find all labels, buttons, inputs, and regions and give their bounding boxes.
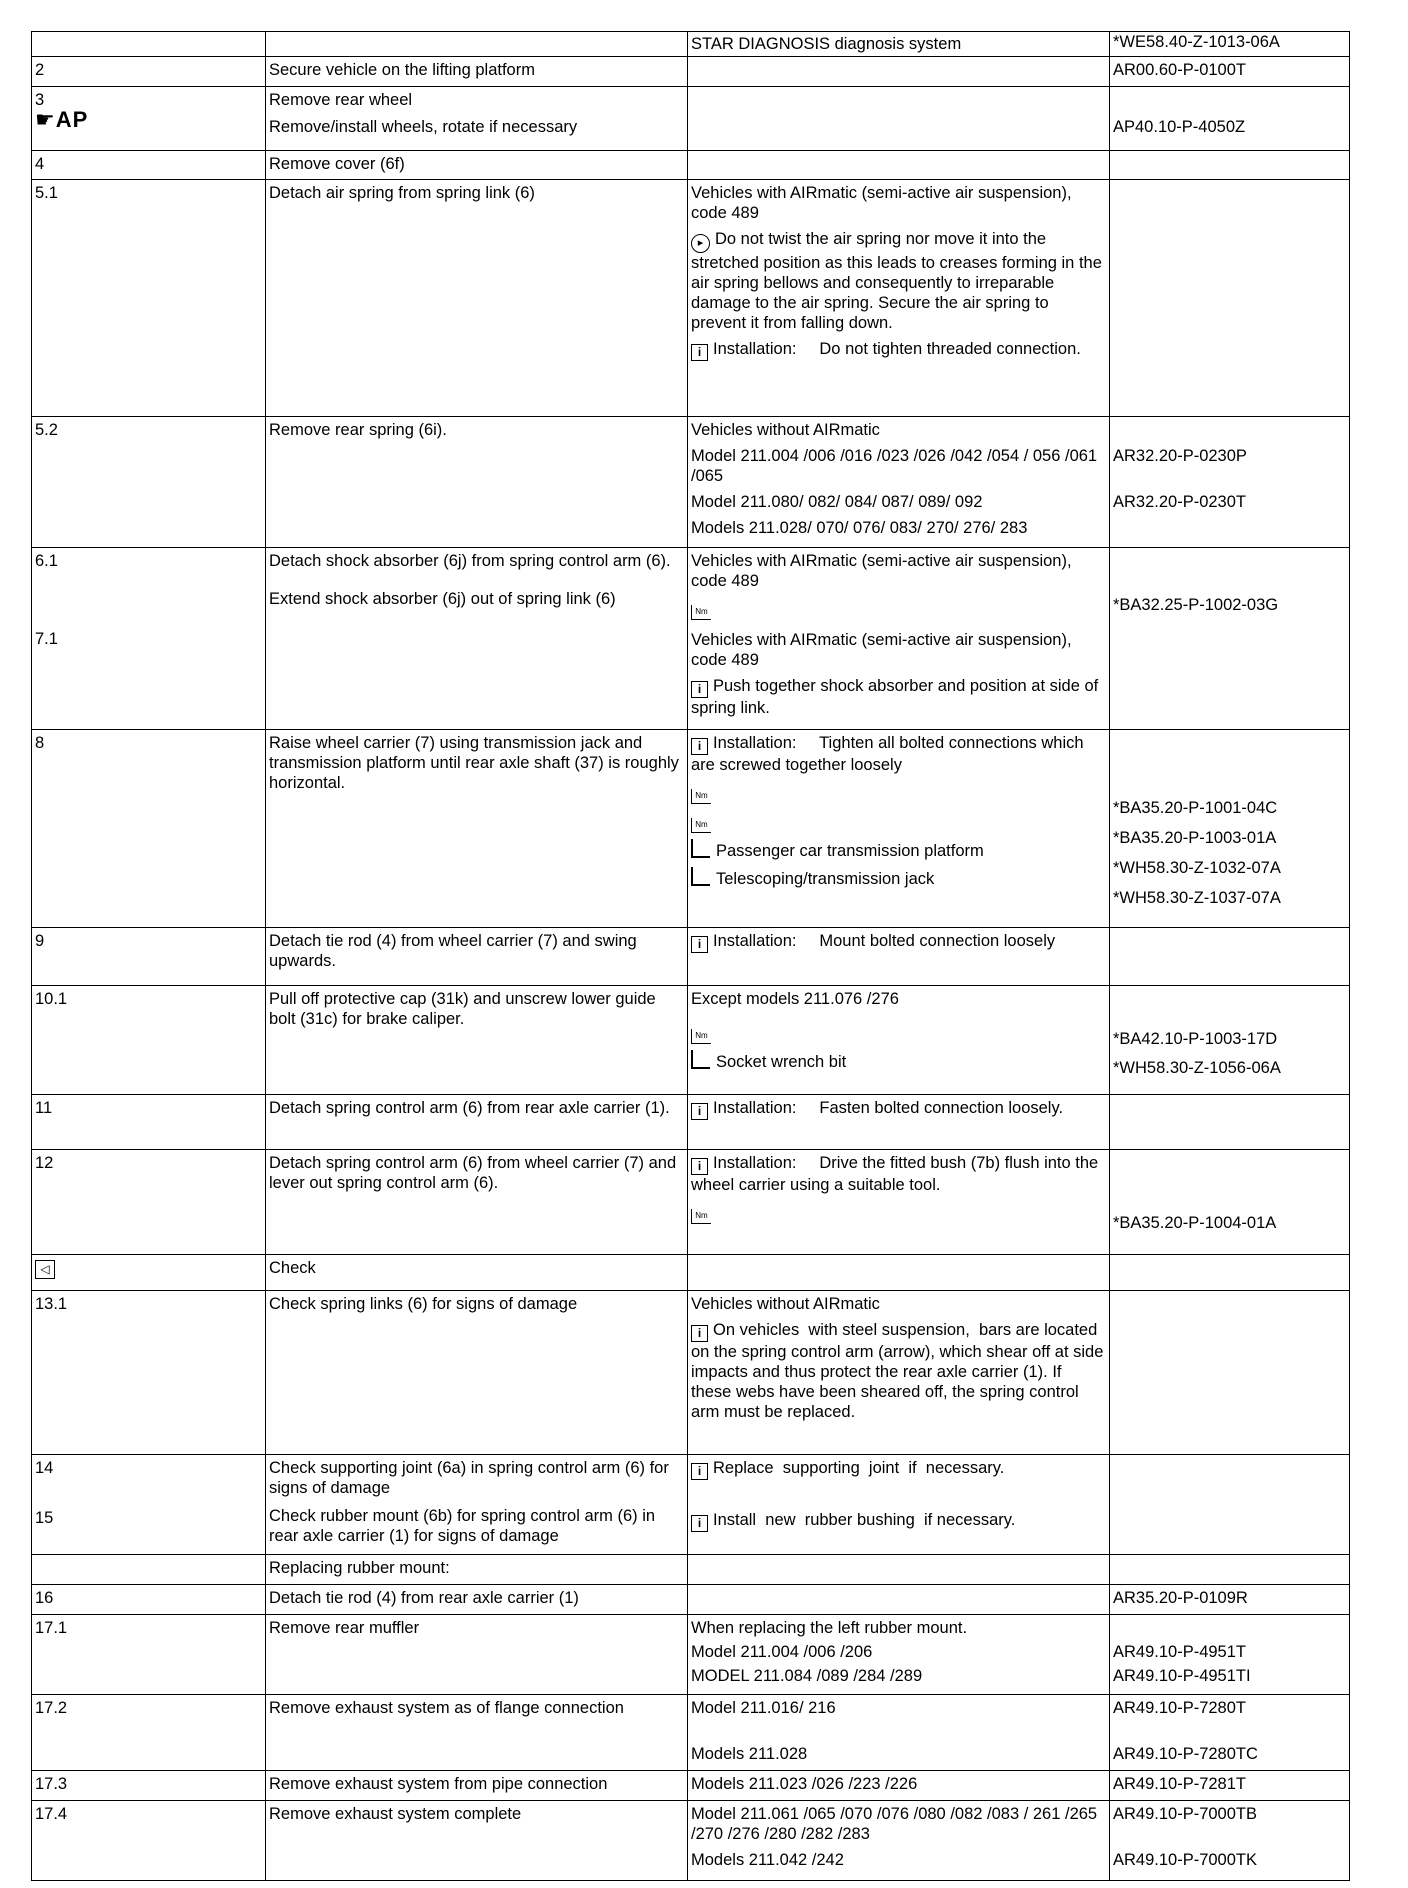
tool-note bbox=[691, 867, 1105, 889]
info-note bbox=[691, 676, 1105, 718]
info-icon: i bbox=[691, 1103, 708, 1120]
step-reference bbox=[1110, 1615, 1350, 1695]
step-number bbox=[32, 32, 266, 57]
step-reference bbox=[1110, 57, 1350, 87]
reference-link[interactable]: AR49.10-P-7000TK bbox=[1113, 1851, 1257, 1869]
step-action: Remove rear spring (6i). bbox=[266, 417, 688, 548]
table-row bbox=[32, 1801, 1350, 1881]
table-row bbox=[32, 1585, 1350, 1615]
note-text: Model 211.061 /065 /070 /076 /080 /082 /083 / 261 /265 /270 /276 /280 /282 /283 bbox=[691, 1805, 1098, 1843]
step-notes bbox=[688, 1150, 1110, 1255]
step-reference bbox=[1110, 1291, 1350, 1455]
step-number: 2 bbox=[32, 57, 266, 87]
info-icon: i bbox=[691, 936, 708, 953]
table-row bbox=[32, 1255, 1350, 1291]
step-number: 17.2 bbox=[32, 1695, 266, 1771]
step-action-text: Check rubber mount (6b) for spring control arm (6) in rear axle carrier (1) for signs of damage bbox=[269, 1507, 656, 1545]
info-note bbox=[691, 1153, 1105, 1195]
info-icon: i bbox=[691, 1463, 708, 1480]
table-row bbox=[32, 1555, 1350, 1585]
step-notes bbox=[688, 1455, 1110, 1555]
step-action-text: Check supporting joint (6a) in spring control arm (6) for signs of damage bbox=[269, 1459, 669, 1497]
note-text: When replacing the left rubber mount. bbox=[691, 1619, 968, 1637]
step-notes bbox=[688, 1615, 1110, 1695]
step-action: Secure vehicle on the lifting platform bbox=[266, 57, 688, 87]
info-note bbox=[691, 1458, 1105, 1480]
torque-nm-icon: Nm bbox=[691, 781, 1105, 804]
special-tool-icon bbox=[691, 867, 710, 886]
step-reference bbox=[1110, 1695, 1350, 1771]
step-number: 9 bbox=[32, 928, 266, 986]
note-text: Vehicles with AIRmatic (semi-active air suspension), code 489 bbox=[691, 184, 1072, 222]
table-row bbox=[32, 151, 1350, 180]
table-row bbox=[32, 32, 1350, 57]
step-number-text: 3 bbox=[35, 91, 45, 109]
step-number-text: 14 bbox=[35, 1459, 54, 1477]
step-reference bbox=[1110, 417, 1350, 548]
step-notes bbox=[688, 928, 1110, 986]
step-notes bbox=[688, 1555, 1110, 1585]
step-action: Check bbox=[266, 1255, 688, 1291]
table-row bbox=[32, 1615, 1350, 1695]
step-notes bbox=[688, 548, 1110, 730]
step-reference bbox=[1110, 180, 1350, 417]
step-number: 11 bbox=[32, 1095, 266, 1150]
info-note bbox=[691, 1098, 1105, 1120]
note-text: Installation: Drive the fitted bush (7b) flush into the wheel carrier using a suitable tool. bbox=[691, 1154, 1103, 1194]
step-notes bbox=[688, 1771, 1110, 1801]
step-notes bbox=[688, 1585, 1110, 1615]
table-row bbox=[32, 87, 1350, 151]
note-text: Models 211.023 /026 /223 /226 bbox=[691, 1775, 918, 1793]
note-text: Model 211.004 /006 /206 bbox=[691, 1643, 873, 1661]
step-action: Pull off protective cap (31k) and unscrew lower guide bolt (31c) for brake caliper. bbox=[266, 986, 688, 1095]
reference-link[interactable]: AR49.10-P-7000TB bbox=[1113, 1805, 1257, 1823]
note-text: Vehicles with AIRmatic (semi-active air suspension), code 489 bbox=[691, 552, 1072, 590]
note-text: Vehicles with AIRmatic (semi-active air suspension), code 489 bbox=[691, 631, 1072, 669]
step-number: 5.2 bbox=[32, 417, 266, 548]
step-notes bbox=[688, 730, 1110, 928]
ap-reference-icon: ☛AP bbox=[35, 107, 89, 132]
step-action: Remove exhaust system from pipe connection bbox=[266, 1771, 688, 1801]
step-number: 13.1 bbox=[32, 1291, 266, 1455]
reference-link[interactable]: *WH58.30-Z-1056-06A bbox=[1113, 1059, 1281, 1077]
note-text: Push together shock absorber and position at side of spring link. bbox=[691, 677, 1099, 717]
info-note bbox=[691, 339, 1105, 361]
check-section-icon: ◁ bbox=[35, 1260, 55, 1279]
step-number-text: 6.1 bbox=[35, 552, 58, 570]
step-action bbox=[266, 32, 688, 57]
step-notes bbox=[688, 151, 1110, 180]
info-icon: i bbox=[691, 738, 708, 755]
step-reference bbox=[1110, 1095, 1350, 1150]
reference-link[interactable]: AR32.20-P-0230P bbox=[1113, 447, 1247, 465]
step-notes bbox=[688, 1255, 1110, 1291]
note-text: Install new rubber bushing if necessary. bbox=[713, 1511, 1016, 1529]
special-tool-icon bbox=[691, 1050, 710, 1069]
step-number: 17.4 bbox=[32, 1801, 266, 1881]
info-note bbox=[691, 931, 1105, 953]
note-text: Models 211.028 bbox=[691, 1745, 808, 1763]
note-text: Passenger car transmission platform bbox=[716, 842, 984, 860]
note-text: Socket wrench bit bbox=[716, 1053, 847, 1071]
step-number-text: 15 bbox=[35, 1509, 54, 1527]
table-row bbox=[32, 730, 1350, 928]
note-text: Telescoping/transmission jack bbox=[716, 870, 935, 888]
note-text: Models 211.028/ 070/ 076/ 083/ 270/ 276/ 283 bbox=[691, 519, 1028, 537]
step-number: 8 bbox=[32, 730, 266, 928]
caution-icon: ▸ bbox=[691, 234, 710, 253]
step-reference bbox=[1110, 1455, 1350, 1555]
step-notes bbox=[688, 57, 1110, 87]
step-action bbox=[266, 87, 688, 151]
step-number bbox=[32, 1255, 266, 1291]
step-number-text: 7.1 bbox=[35, 630, 58, 648]
reference-link[interactable]: *WH58.30-Z-1032-07A bbox=[1113, 859, 1281, 877]
note-text: Vehicles without AIRmatic bbox=[691, 421, 880, 439]
step-number bbox=[32, 1555, 266, 1585]
table-row bbox=[32, 57, 1350, 87]
reference-link[interactable]: *BA35.20-P-1003-01A bbox=[1113, 829, 1277, 847]
reference-link[interactable]: *WH58.30-Z-1037-07A bbox=[1113, 889, 1281, 907]
warning-note bbox=[691, 229, 1105, 333]
note-text: Vehicles without AIRmatic bbox=[691, 1295, 880, 1313]
step-notes bbox=[688, 417, 1110, 548]
table-row bbox=[32, 1695, 1350, 1771]
reference-link[interactable]: AR49.10-P-7281T bbox=[1113, 1775, 1246, 1793]
table-row bbox=[32, 1291, 1350, 1455]
step-action: Remove exhaust system complete bbox=[266, 1801, 688, 1881]
step-action: Detach spring control arm (6) from rear axle carrier (1). bbox=[266, 1095, 688, 1150]
tool-note bbox=[691, 1050, 1105, 1072]
step-reference bbox=[1110, 1555, 1350, 1585]
step-notes bbox=[688, 1695, 1110, 1771]
ap-label: AP bbox=[55, 107, 89, 132]
note-text: Models 211.042 /242 bbox=[691, 1851, 844, 1869]
table-row bbox=[32, 1771, 1350, 1801]
note-text: MODEL 211.084 /089 /284 /289 bbox=[691, 1667, 923, 1685]
note-text: Replace supporting joint if necessary. bbox=[713, 1459, 1005, 1477]
table-row bbox=[32, 180, 1350, 417]
step-notes bbox=[688, 1291, 1110, 1455]
step-notes bbox=[688, 87, 1110, 151]
reference-link[interactable]: AR49.10-P-4951T bbox=[1113, 1643, 1246, 1661]
reference-link[interactable]: AR00.60-P-0100T bbox=[1113, 61, 1246, 79]
step-action bbox=[266, 1455, 688, 1555]
step-number: 17.3 bbox=[32, 1771, 266, 1801]
step-action: Remove cover (6f) bbox=[266, 151, 688, 180]
step-action: Detach spring control arm (6) from wheel carrier (7) and lever out spring control arm (6). bbox=[266, 1150, 688, 1255]
note-text: Model 211.004 /006 /016 /023 /026 /042 /054 / 056 /061 /065 bbox=[691, 447, 1098, 485]
step-notes bbox=[688, 1095, 1110, 1150]
reference-link[interactable]: AR49.10-P-4951TI bbox=[1113, 1667, 1251, 1685]
reference-link[interactable]: AR49.10-P-7280TC bbox=[1113, 1745, 1258, 1763]
note-text: Installation: Do not tighten threaded connection. bbox=[713, 340, 1081, 358]
step-notes bbox=[688, 1801, 1110, 1881]
step-reference bbox=[1110, 32, 1350, 57]
step-number: 16 bbox=[32, 1585, 266, 1615]
step-action: Replacing rubber mount: bbox=[266, 1555, 688, 1585]
step-number: 5.1 bbox=[32, 180, 266, 417]
step-action: Check spring links (6) for signs of damage bbox=[266, 1291, 688, 1455]
info-note bbox=[691, 733, 1105, 775]
reference-link[interactable]: AR32.20-P-0230T bbox=[1113, 493, 1246, 511]
step-action-text: Detach shock absorber (6j) from spring control arm (6). bbox=[269, 552, 671, 570]
step-reference bbox=[1110, 151, 1350, 180]
reference-link[interactable]: AR49.10-P-7280T bbox=[1113, 1699, 1246, 1717]
step-action: Raise wheel carrier (7) using transmission jack and transmission platform until rear axle shaft (37) is roughly horizontal. bbox=[266, 730, 688, 928]
reference-link[interactable]: AR35.20-P-0109R bbox=[1113, 1589, 1248, 1607]
torque-nm-icon: Nm bbox=[691, 810, 1105, 833]
table-row bbox=[32, 986, 1350, 1095]
info-note bbox=[691, 1320, 1108, 1422]
step-notes bbox=[688, 32, 1110, 57]
step-action-text: Extend shock absorber (6j) out of spring link (6) bbox=[269, 590, 616, 608]
step-number bbox=[32, 87, 266, 151]
reference-link[interactable]: *WE58.40-Z-1013-06A bbox=[1113, 33, 1280, 51]
step-reference bbox=[1110, 548, 1350, 730]
table-row bbox=[32, 1095, 1350, 1150]
step-action-text: Remove rear wheel bbox=[269, 91, 413, 109]
reference-link[interactable]: *BA32.25-P-1002-03G bbox=[1113, 596, 1279, 614]
step-action: Remove exhaust system as of flange connection bbox=[266, 1695, 688, 1771]
note-text: Installation: Fasten bolted connection loosely. bbox=[713, 1099, 1064, 1117]
torque-nm-icon: Nm bbox=[691, 597, 1105, 620]
step-number bbox=[32, 548, 266, 730]
note-text: Installation: Mount bolted connection loosely bbox=[713, 932, 1056, 950]
step-action: Detach air spring from spring link (6) bbox=[266, 180, 688, 417]
step-notes bbox=[688, 180, 1110, 417]
step-number: 12 bbox=[32, 1150, 266, 1255]
info-icon: i bbox=[691, 1158, 708, 1175]
step-reference bbox=[1110, 1150, 1350, 1255]
table-row bbox=[32, 928, 1350, 986]
note-text: Installation: Tighten all bolted connections which are screwed together loosely bbox=[691, 734, 1089, 774]
note-text: Model 211.080/ 082/ 084/ 087/ 089/ 092 bbox=[691, 493, 983, 511]
step-reference bbox=[1110, 986, 1350, 1095]
info-icon: i bbox=[691, 1515, 708, 1532]
tool-note bbox=[691, 839, 1105, 861]
reference-link[interactable]: *BA35.20-P-1001-04C bbox=[1113, 799, 1278, 817]
info-icon: i bbox=[691, 681, 708, 698]
step-reference bbox=[1110, 928, 1350, 986]
step-reference bbox=[1110, 1771, 1350, 1801]
step-action: Detach tie rod (4) from wheel carrier (7) and swing upwards. bbox=[266, 928, 688, 986]
info-icon: i bbox=[691, 1325, 708, 1342]
step-number bbox=[32, 1455, 266, 1555]
step-notes bbox=[688, 986, 1110, 1095]
note-text: STAR DIAGNOSIS diagnosis system bbox=[691, 35, 962, 53]
note-text: Model 211.016/ 216 bbox=[691, 1699, 836, 1717]
step-reference bbox=[1110, 87, 1350, 151]
step-reference bbox=[1110, 730, 1350, 928]
info-icon: i bbox=[691, 344, 708, 361]
note-text: On vehicles with steel suspension, bars are located on the spring control arm (arrow), which shear off at side impacts and thus protect the rear axle carrier (1). If these webs have been sheared off, the spring control arm must be replaced. bbox=[691, 1321, 1108, 1421]
table-row bbox=[32, 548, 1350, 730]
torque-nm-icon: Nm bbox=[691, 1201, 1105, 1224]
step-number: 10.1 bbox=[32, 986, 266, 1095]
reference-link[interactable]: *BA35.20-P-1004-01A bbox=[1113, 1214, 1277, 1232]
step-action: Detach tie rod (4) from rear axle carrier (1) bbox=[266, 1585, 688, 1615]
step-number: 17.1 bbox=[32, 1615, 266, 1695]
procedure-table bbox=[31, 31, 1350, 1881]
step-action bbox=[266, 548, 688, 730]
note-text: Do not twist the air spring nor move it into the stretched position as this leads to creases forming in the air spring bellows and consequently to irreparable damage to the air spring. Secure the air spring to prevent it from falling down. bbox=[691, 230, 1102, 332]
step-reference bbox=[1110, 1255, 1350, 1291]
step-action-text: Remove/install wheels, rotate if necessary bbox=[269, 118, 578, 136]
info-note bbox=[691, 1510, 1105, 1532]
table-row bbox=[32, 1455, 1350, 1555]
special-tool-icon bbox=[691, 839, 710, 858]
step-action: Remove rear muffler bbox=[266, 1615, 688, 1695]
table-row bbox=[32, 1150, 1350, 1255]
reference-link[interactable]: AP40.10-P-4050Z bbox=[1113, 118, 1246, 136]
repair-procedure-document bbox=[31, 31, 1342, 1881]
table-row bbox=[32, 417, 1350, 548]
reference-link[interactable]: *BA42.10-P-1003-17D bbox=[1113, 1030, 1278, 1048]
torque-nm-icon: Nm bbox=[691, 1021, 1105, 1044]
step-reference bbox=[1110, 1585, 1350, 1615]
step-reference bbox=[1110, 1801, 1350, 1881]
step-number: 4 bbox=[32, 151, 266, 180]
note-text: Except models 211.076 /276 bbox=[691, 990, 899, 1008]
